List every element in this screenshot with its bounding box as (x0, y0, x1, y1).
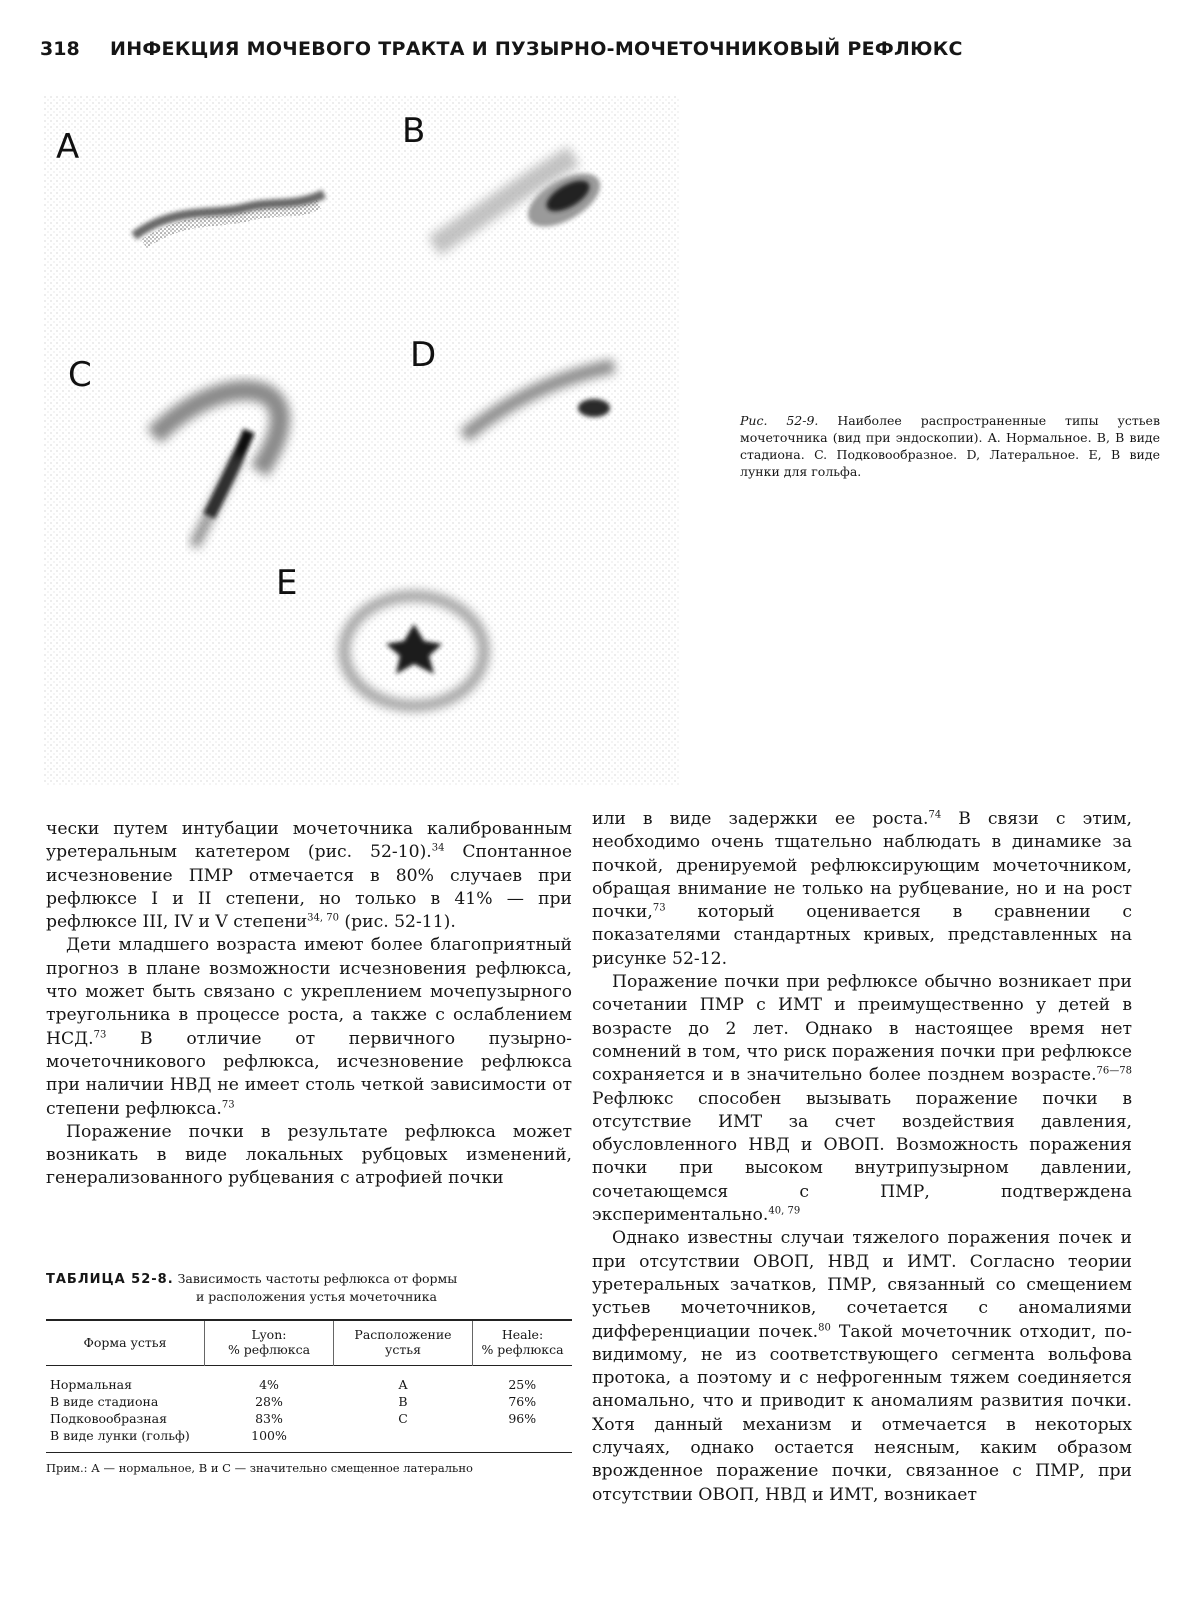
cell-position (334, 1427, 473, 1453)
left-column (46, 818, 572, 1191)
text-run: В отличие от первичного пузырно-мочеточникового рефлюкса, исчезновение рефлюкса при наличии НВД не имеет столь четкой зависимости от степени рефлюкса. (46, 1028, 572, 1119)
text-run: или в виде задержки ее роста. (592, 809, 929, 829)
header-heale (473, 1320, 573, 1366)
cell-lyon: 4% (259, 1377, 279, 1392)
cell-lyon: 100% (251, 1428, 287, 1443)
text-run: который оценивается в сравнении с показателями стандартных кривых, представленных на рисунке 52-12. (592, 902, 1132, 969)
cell-shape: Нормальная (50, 1377, 133, 1392)
reflux-table (46, 1319, 572, 1453)
cell-heale: 25% (508, 1377, 537, 1392)
cell-shape: В виде лунки (гольф) (50, 1428, 190, 1443)
running-header (40, 38, 1160, 68)
text-run: Рефлюкс способен вызывать поражение почки в отсутствие ИМТ за счет воздействия давления, обусловленного НВД и ОВОП. Возможность поражения почки при высоком внутрипузырном давлении, сочетающемся с ПМР, подтверждена экспериментально. (592, 1088, 1132, 1226)
cell-shape: В виде стадиона (50, 1394, 159, 1409)
cell-lyon: 83% (255, 1411, 283, 1426)
figure-ureteral-orifices (44, 96, 680, 786)
panel-label-d: D (410, 335, 437, 375)
text-run: Однако известны случаи тяжелого поражения почек и при отсутствии ОВОП, НВД и ИМТ. Согласно теории уретеральных зачатков, ПМР, связанный со смещением устьев мочеточников, сочетается с аномалиями дифференциации почек. (592, 1228, 1132, 1342)
panel-label-b: B (402, 111, 426, 151)
panel-label-c: C (68, 355, 92, 395)
header-lyon-line1: Lyon: (251, 1327, 287, 1342)
cell-heale: 76% (508, 1394, 537, 1409)
header-shape: Форма устья (83, 1334, 167, 1350)
paragraph (46, 934, 572, 1120)
text-run: Поражение почки при рефлюксе обычно возникает при сочетании ПМР с ИМТ и преимущественно у детей в возрасте до 2 лет. Однако в настоящее время нет сомнений в том, что риск поражения почки при рефлюксе сохраняется и в значительно более позднем возрасте. (592, 972, 1132, 1086)
cell-heale (473, 1427, 573, 1453)
table-label: ТАБЛИЦА 52-8. (46, 1272, 174, 1287)
table-row (46, 1366, 572, 1394)
cell-position: A (398, 1377, 408, 1392)
paragraph (46, 818, 572, 934)
page-number: 318 (40, 38, 80, 60)
header-position-line1: Расположение (354, 1327, 452, 1342)
figure-caption-text: Наиболее распространенные типы устьев мочеточника (вид при эндоскопии). A. Нормальное. B, В виде стадиона. C. Подковообразное. D, Латеральное. E, В виде лунки для гольфа. (740, 413, 1160, 479)
reference-superscript: 73 (93, 1028, 107, 1040)
figure-illustration (44, 96, 680, 786)
reference-superscript: 73 (221, 1098, 235, 1110)
table-title-line2: и расположения устья мочеточника (196, 1289, 437, 1304)
panel-label-a: A (56, 127, 80, 167)
reference-superscript: 73 (652, 902, 666, 914)
header-heale-line1: Heale: (501, 1327, 544, 1342)
header-position-line2: устья (385, 1342, 421, 1357)
text-run: Такой мочеточник отходит, по-видимому, не из соответствующего сегмента вольфова протока, а поэтому и с нефрогенным тяжем соединяется аномально, что и приводит к аномалиям развития почки. Хотя данный механизм и отмечается в некоторых случаях, однако остается неясным, каким образом врожденное поражение почки, связанное с ПМР, при отсутствии ОВОП, НВД и ИМТ, возникает (592, 1321, 1132, 1505)
text-run: чески путем интубации мочеточника калиброванным уретеральным катетером (рис. 52-10). (46, 819, 572, 863)
header-position (334, 1320, 473, 1366)
figure-caption (740, 412, 1160, 480)
cell-shape: Подковообразная (50, 1411, 168, 1426)
reference-superscript: 80 (818, 1321, 831, 1333)
paragraph (592, 971, 1132, 1227)
running-title: ИНФЕКЦИЯ МОЧЕВОГО ТРАКТА И ПУЗЫРНО-МОЧЕТОЧНИКОВЫЙ РЕФЛЮКС (110, 38, 963, 60)
reference-superscript: 74 (928, 809, 942, 821)
header-lyon-line2: % рефлюкса (227, 1342, 311, 1357)
cell-heale: 96% (508, 1411, 537, 1426)
header-heale-line2: % рефлюкса (481, 1342, 564, 1357)
right-column (592, 808, 1132, 1507)
reference-superscript: 76—78 (1096, 1065, 1132, 1077)
table-row (46, 1427, 572, 1453)
table-title (46, 1270, 572, 1305)
cell-position: C (398, 1411, 408, 1426)
text-run: Спонтанное исчезновение ПМР отмечается в 80% случаев при рефлюксе I и II степени, но только в 41% — при рефлюксе III, IV и V степени (46, 842, 572, 933)
text-run: (рис. 52-11). (338, 912, 456, 933)
header-lyon (205, 1320, 334, 1366)
panel-label-e: E (276, 563, 298, 603)
paragraph (592, 808, 1132, 971)
table-52-8 (46, 1270, 572, 1475)
paragraph (592, 1227, 1132, 1507)
table-title-line1: Зависимость частоты рефлюкса от формы (177, 1271, 458, 1286)
reference-superscript: 34 (431, 842, 445, 854)
reference-superscript: 40, 79 (768, 1205, 801, 1217)
cell-position: B (398, 1394, 408, 1409)
text-run: В связи с этим, необходимо очень тщательно наблюдать в динамике за почкой, дренируемой рефлюксирующим мочеточником, обращая внимание не только на рубцевание, но и на рост почки, (592, 809, 1132, 923)
reference-superscript: 34, 70 (307, 912, 339, 924)
text-run: Дети младшего возраста имеют более благоприятный прогноз в плане возможности исчезновения рефлюкса, что может быть связано с укреплением мочепузырного треугольника в процессе роста, а также с ослаблением НСД. (46, 935, 572, 1049)
figure-number: Рис. 52-9. (740, 413, 819, 428)
table-note: Прим.: А — нормальное, В и С — значительно смещенное латерально (46, 1461, 473, 1475)
paragraph: Поражение почки в результате рефлюкса может возникать в виде локальных рубцовых изменений, генерализованного рубцевания с атрофией почки (46, 1121, 572, 1189)
cell-lyon: 28% (255, 1394, 283, 1409)
table-row (46, 1393, 572, 1410)
table-header-row (46, 1320, 572, 1366)
table-row (46, 1410, 572, 1427)
